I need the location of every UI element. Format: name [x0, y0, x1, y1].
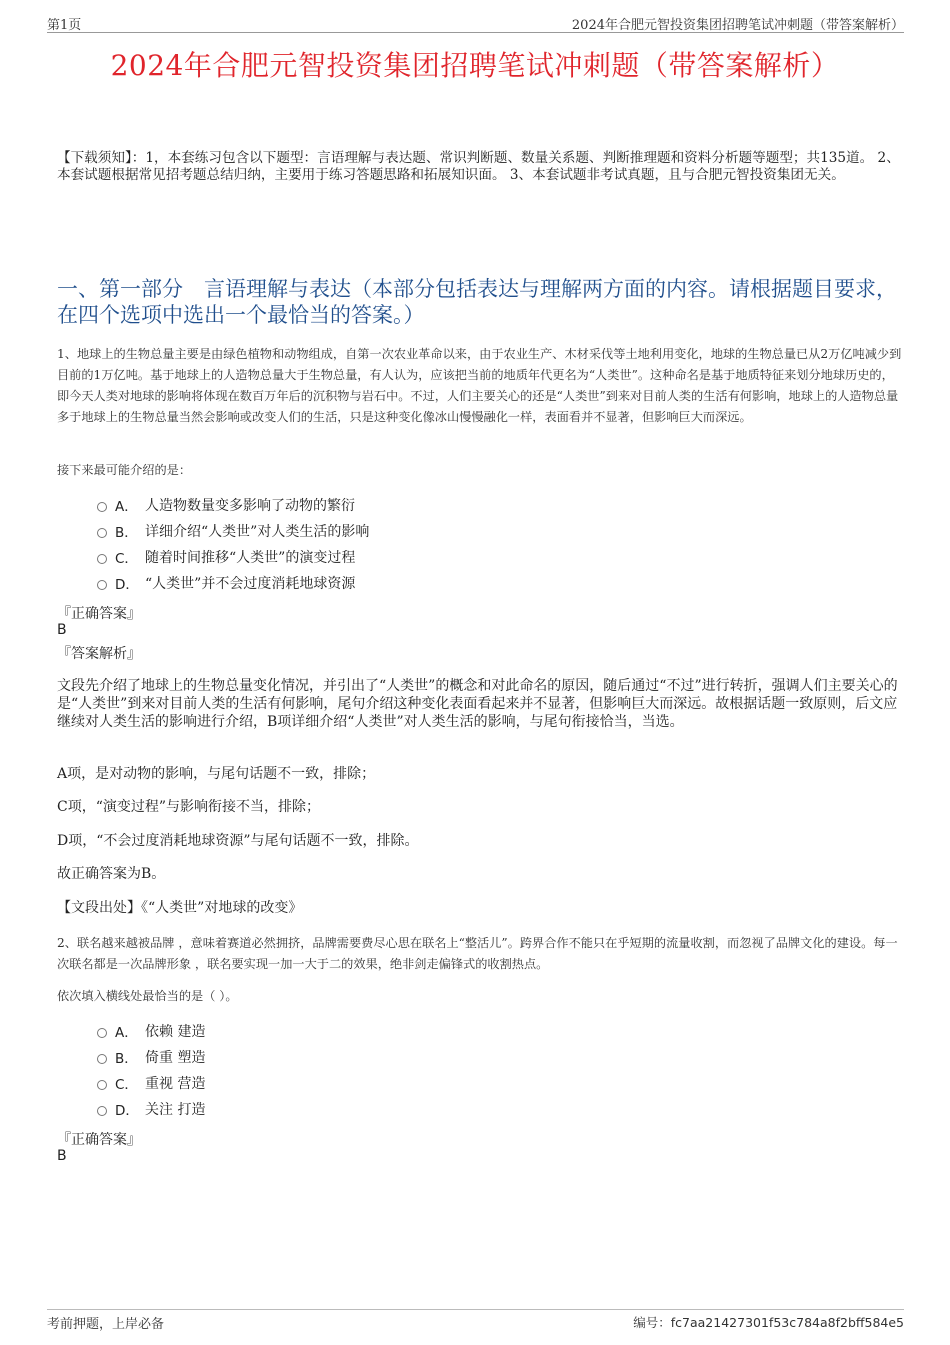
q1-option-b[interactable]: B． 详细介绍“人类世”对人类生活的影响 — [97, 520, 369, 542]
page-title: 2024年合肥元智投资集团招聘笔试冲刺题（带答案解析） — [110, 49, 840, 82]
q1-option-a[interactable]: A． 人造物数量变多影响了动物的繁衍 — [97, 494, 355, 516]
question-2-text: 2、联名越来越被品牌 ，意味着赛道必然拥挤，品牌需要费尽心思在联名上“整活儿”。跨界合作不能只在乎短期的流量收割，而忽视了品牌文化的建设。每一次联名都是一次品牌形象 ，联名要实现一加一大于二的效果，绝非剑走偏锋式的收割热点。 — [57, 936, 898, 971]
q1-note-a: A项，是对动物的影响，与尾句话题不一致，排除； — [57, 766, 376, 782]
question-1-prompt: 接下来最可能介绍的是： — [57, 463, 192, 477]
q1-analysis-label: 『答案解析』 — [57, 646, 141, 662]
radio-icon[interactable] — [97, 554, 107, 564]
q1-option-d[interactable]: D． “人类世”并不会过度消耗地球资源 — [97, 572, 355, 594]
q1-analysis: 文段先介绍了地球上的生物总量变化情况，并引出了“人类世”的概念和对此命名的原因，随后通过“不过”进行转折，强调人们主要关心的是“人类世”到来对目前人类的生活有何影响，尾句介绍这种变化表面看起来并不显著，但影响巨大而深远。故根据话题一致原则，后文应继续对人类生活的影响进行介绍，B项详细介绍“人类世”对人类生活的影响，与尾句衔接恰当，当选。 — [57, 678, 898, 730]
radio-icon[interactable] — [97, 580, 107, 590]
footer-slogan: 考前押题，上岸必备 — [47, 1317, 165, 1332]
q2-option-a[interactable]: A． 依赖 建造 — [97, 1020, 205, 1042]
q1-conclusion: 故正确答案为B。 — [57, 866, 166, 882]
header-page-number: 第1页 — [47, 18, 82, 33]
q1-source: 【文段出处】《“人类世”对地球的改变》 — [57, 900, 303, 916]
question-1-text: 1、地球上的生物总量主要是由绿色植物和动物组成，自第一次农业革命以来，由于农业生产、木材采伐等土地利用变化，地球的生物总量已从2万亿吨减少到目前的1万亿吨。基于地球上的人造物总量大于生物总量，有人认为，应该把当前的地质年代更名为“人类世”。这种命名是基于地质特征来划分地球历史的，即今天人类对地球的影响将体现在数百万年后的沉积物与岩石中。不过，人们主要关心的还是“人类世”到来对目前人类的生活有何影响，地球上的人造物总量多于地球上的生物总量当然会影响或改变人们的生活，只是这种变化像冰山慢慢融化一样，表面看并不显著，但影响巨大而深远。 — [57, 347, 902, 424]
q2-option-b[interactable]: B． 倚重 塑造 — [97, 1046, 205, 1068]
footer-serial: 编号：fc7aa21427301f53c784a8f2bff584e5 — [633, 1315, 904, 1330]
q2-answer-label: 『正确答案』 — [57, 1132, 141, 1148]
radio-icon[interactable] — [97, 1080, 107, 1090]
question-2-prompt: 依次填入横线处最恰当的是（ ）。 — [57, 989, 238, 1003]
q2-option-c[interactable]: C． 重视 营造 — [97, 1072, 205, 1094]
q1-answer: B — [57, 622, 67, 638]
q1-note-c: C项，“演变过程”与影响衔接不当，排除； — [57, 799, 321, 815]
q1-option-c[interactable]: C． 随着时间推移“人类世”的演变过程 — [97, 546, 355, 568]
radio-icon[interactable] — [97, 502, 107, 512]
q1-note-d: D项，“不会过度消耗地球资源”与尾句话题不一致，排除。 — [57, 833, 419, 849]
radio-icon[interactable] — [97, 528, 107, 538]
q1-answer-label: 『正确答案』 — [57, 606, 141, 622]
radio-icon[interactable] — [97, 1028, 107, 1038]
footer-divider — [47, 1309, 904, 1310]
download-notice: 【下载须知】：1，本套练习包含以下题型：言语理解与表达题、常识判断题、数量关系题、判断推理题和资料分析题等题型；共135道。 2、本套试题根据常见招考题总结归纳，主要用于练习答题思路和拓展知识面。 3、本套试题非考试真题，且与合肥元智投资集团无关。 — [57, 150, 900, 183]
q2-answer: B — [57, 1148, 67, 1164]
header-doc-title: 2024年合肥元智投资集团招聘笔试冲刺题（带答案解析） — [571, 18, 904, 33]
radio-icon[interactable] — [97, 1106, 107, 1116]
radio-icon[interactable] — [97, 1054, 107, 1064]
q2-option-d[interactable]: D． 关注 打造 — [97, 1098, 205, 1120]
header-divider — [47, 32, 904, 33]
section-heading: 一、第一部分 言语理解与表达（本部分包括表达与理解两方面的内容。请根据题目要求，在四个选项中选出一个最恰当的答案。） — [57, 277, 897, 327]
